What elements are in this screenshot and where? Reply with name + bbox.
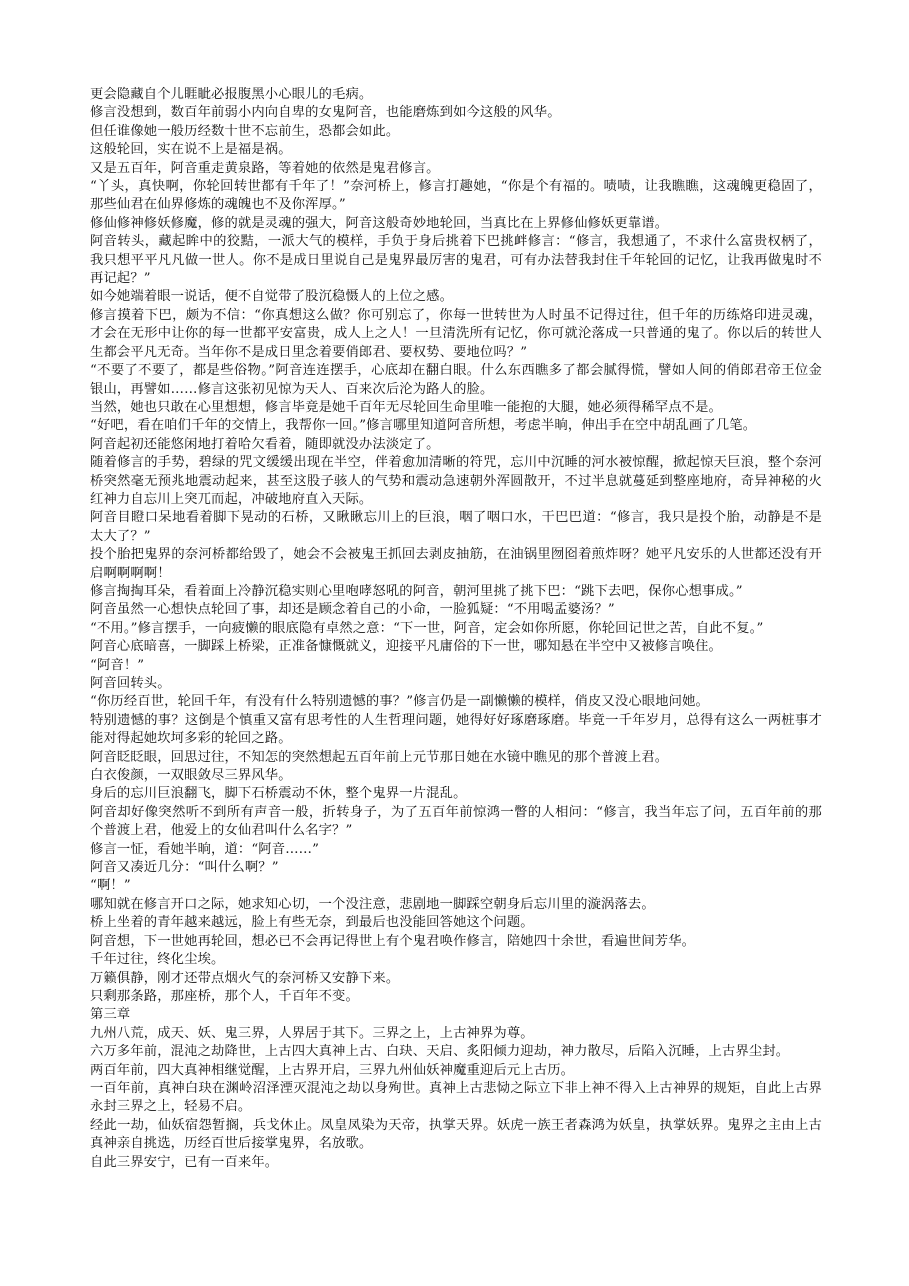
- paragraph: 阿音虽然一心想快点轮回了事，却还是顾念着自己的小命，一脸狐疑：“不用喝孟婆汤？”: [90, 602, 615, 618]
- paragraph: 哪知就在修言开口之际，她求知心切，一个没注意，悲剧地一脚踩空朝身后忘川里的漩涡落去。: [90, 896, 655, 912]
- document-page: [90, 86, 822, 1172]
- paragraph: 修仙修神修妖修魔，修的就是灵魂的强大，阿音这般奇妙地轮回，当真比在上界修仙修妖更靠谱。: [90, 215, 669, 231]
- paragraph: 桥上坐着的青年越来越远，脸上有些无奈，到最后也没能回答她这个问题。: [90, 915, 534, 931]
- paragraph: 当然，她也只敢在心里想想，修言毕竟是她千百年无尽轮回生命里唯一能抱的大腿，她必须得稀罕点不是。: [90, 399, 723, 415]
- paragraph: 更会隐藏自个儿睚眦必报腹黑小心眼儿的毛病。: [90, 87, 373, 102]
- paragraph: 经此一劫，仙妖宿怨暂搁，兵戈休止。凤皇凤染为天帝，执掌天界。妖虎一族王者森鸿为妖皇，执掌妖界。鬼界之主由上古真神亲自挑选，历经百世后接掌鬼界，名放歌。: [90, 1117, 822, 1152]
- paragraph: “啊！”: [90, 878, 131, 894]
- paragraph: 身后的忘川巨浪翻飞，脚下石桥震动不休，整个鬼界一片混乱。: [90, 786, 467, 802]
- paragraph: 万籁俱静，刚才还带点烟火气的奈河桥又安静下来。: [90, 970, 400, 986]
- chapter-heading: 第三章: [90, 1007, 131, 1023]
- paragraph: “好吧，看在咱们千年的交情上，我帮你一回。”修言哪里知道阿音所想，考虑半晌，伸出手在空中胡乱画了几笔。: [90, 418, 757, 434]
- paragraph: “丫头，真快啊，你轮回转世都有千年了！”奈河桥上，修言打趣她，“你是个有福的。啧啧，让我瞧瞧，这魂魄更稳固了，那些仙君在仙界修炼的魂魄也不及你浑厚。”: [90, 179, 822, 213]
- paragraph: 修言摸着下巴，颇为不信：“你真想这么做？你可别忘了，你每一世转世为人时虽不记得过往，但千年的历练烙印进灵魂，才会在无形中让你的每一世都平安富贵，成人上之人！一旦清洗所有记忆，你可就沦落成一只普通的鬼了。你以后的转世人生都会平凡无奇。当年你不是成日里念着要俏郎君、要权势、要地位吗？”: [90, 307, 822, 360]
- paragraph: 阿音回转头。: [90, 676, 171, 691]
- paragraph: 白衣俊颜，一双眼敛尽三界风华。: [90, 768, 292, 784]
- paragraph: 两百年前，四大真神相继觉醒，上古界开启，三界九州仙妖神魔重迎后元上古历。: [90, 1062, 575, 1078]
- paragraph: “不用。”修言摆手，一向疲懒的眼底隐有卓然之意：“下一世，阿音，定会如你所愿，你轮回记世之苦，自此不复。”: [90, 620, 764, 636]
- paragraph: 自此三界安宁，已有一百来年。: [90, 1154, 279, 1170]
- paragraph: 阿音又凑近几分：“叫什么啊？”: [90, 860, 279, 876]
- paragraph: 只剩那条路，那座桥，那个人，千百年不变。: [90, 988, 359, 1004]
- paragraph: 阿音想，下一世她再轮回，想必已不会再记得世上有个鬼君唤作修言，陪她四十余世，看遍世间芳华。: [90, 933, 696, 949]
- paragraph: 又是五百年，阿音重走黄泉路，等着她的依然是鬼君修言。: [90, 160, 440, 176]
- paragraph: 阿音转头，藏起眸中的狡黠，一派大气的模样，手负于身后挑着下巴挑衅修言：“修言，我想通了，不求什么富贵权柄了，我只想平平凡凡做一世人。你不是成日里说自己是鬼界最厉害的鬼君，可有办法替我封住千年轮回的记忆，让我再做鬼时不再记起？”: [90, 234, 822, 287]
- paragraph: 六万多年前，混沌之劫降世，上古四大真神上古、白玦、天启、炙阳倾力迎劫，神力散尽，后陷入沉睡，上古界尘封。: [90, 1044, 790, 1060]
- paragraph: 阿音目瞪口呆地看着脚下晃动的石桥，又瞅瞅忘川上的巨浪，咽了咽口水，干巴巴道：“修言，我只是投个胎，动静是不是太大了？”: [90, 510, 822, 544]
- paragraph: 修言没想到，数百年前弱小内向自卑的女鬼阿音，也能磨炼到如今这般的风华。: [90, 105, 561, 121]
- paragraph: 阿音却好像突然听不到所有声音一般，折转身子，为了五百年前惊鸿一瞥的人相问：“修言，我当年忘了问，五百年前的那个普渡上君，他爱上的女仙君叫什么名字？”: [90, 804, 822, 839]
- paragraph: 阿音心底暗喜，一脚踩上桥梁，正准备慷慨就义，迎接平凡庸俗的下一世，哪知悬在半空中又被修言唤住。: [90, 639, 723, 655]
- paragraph: 九州八荒，成天、妖、鬼三界，人界居于其下。三界之上，上古神界为尊。: [90, 1025, 534, 1041]
- paragraph: 如今她端着眼一说话，便不自觉带了股沉稳慑人的上位之感。: [90, 289, 454, 305]
- paragraph: 阿音眨眨眼，回思过往，不知怎的突然想起五百年前上元节那日她在水镜中瞧见的那个普渡上君。: [90, 749, 669, 765]
- paragraph: “你历经百世，轮回千年，有没有什么特别遗憾的事？”修言仍是一副懒懒的模样，俏皮又没心眼地问她。: [90, 694, 710, 710]
- paragraph: 修言掏掏耳朵，看着面上冷静沉稳实则心里咆哮怒吼的阿音，朝河里挑了挑下巴：“跳下去吧，保你心想事成。”: [90, 583, 743, 599]
- paragraph: 这般轮回，实在说不上是福是祸。: [90, 142, 292, 158]
- paragraph: 修言一怔，看她半晌，道：“阿音……”: [90, 841, 320, 857]
- paragraph: “阿音！”: [90, 657, 145, 673]
- paragraph: “不要了不要了，都是些俗物。”阿音连连摆手，心底却在翻白眼。什么东西瞧多了都会腻得慌，譬如人间的俏郎君帝王位金银山，再譬如……修言这张初见惊为天人、百来次后沦为路人的脸。: [90, 363, 822, 397]
- paragraph: 但任谁像她一般历经数十世不忘前生，恐都会如此。: [90, 123, 400, 139]
- paragraph: 投个胎把鬼界的奈河桥都给毁了，她会不会被鬼王抓回去剥皮抽筋，在油锅里囫囵着煎炸呀？她平凡安乐的人世都还没有开启啊啊啊啊！: [90, 547, 822, 581]
- paragraph: 千年过往，终化尘埃。: [90, 952, 225, 968]
- paragraph: 一百年前，真神白玦在渊岭沼泽湮灭混沌之劫以身殉世。真神上古悲恸之际立下非上神不得入上古神界的规矩，自此上古界永封三界之上，轻易不启。: [90, 1080, 822, 1115]
- paragraph: 特别遗憾的事？这倒是个慎重又富有思考性的人生哲理问题，她得好好琢磨琢磨。毕竟一千年岁月，总得有这么一两桩事才能对得起她坎坷多彩的轮回之路。: [90, 712, 822, 747]
- paragraph: 阿音起初还能悠闲地打着哈欠看着，随即就没办法淡定了。: [90, 436, 440, 452]
- paragraph: 随着修言的手势，碧绿的咒文缓缓出现在半空，伴着愈加清晰的符咒，忘川中沉睡的河水被惊醒，掀起惊天巨浪，整个奈河桥突然毫无预兆地震动起来，甚至这股子骇人的气势和震动急速朝外浑圆散开，不过半息就蔓延到整座地府，奇异神秘的火红神力自忘川上突兀而起，冲破地府直入天际。: [90, 455, 822, 507]
